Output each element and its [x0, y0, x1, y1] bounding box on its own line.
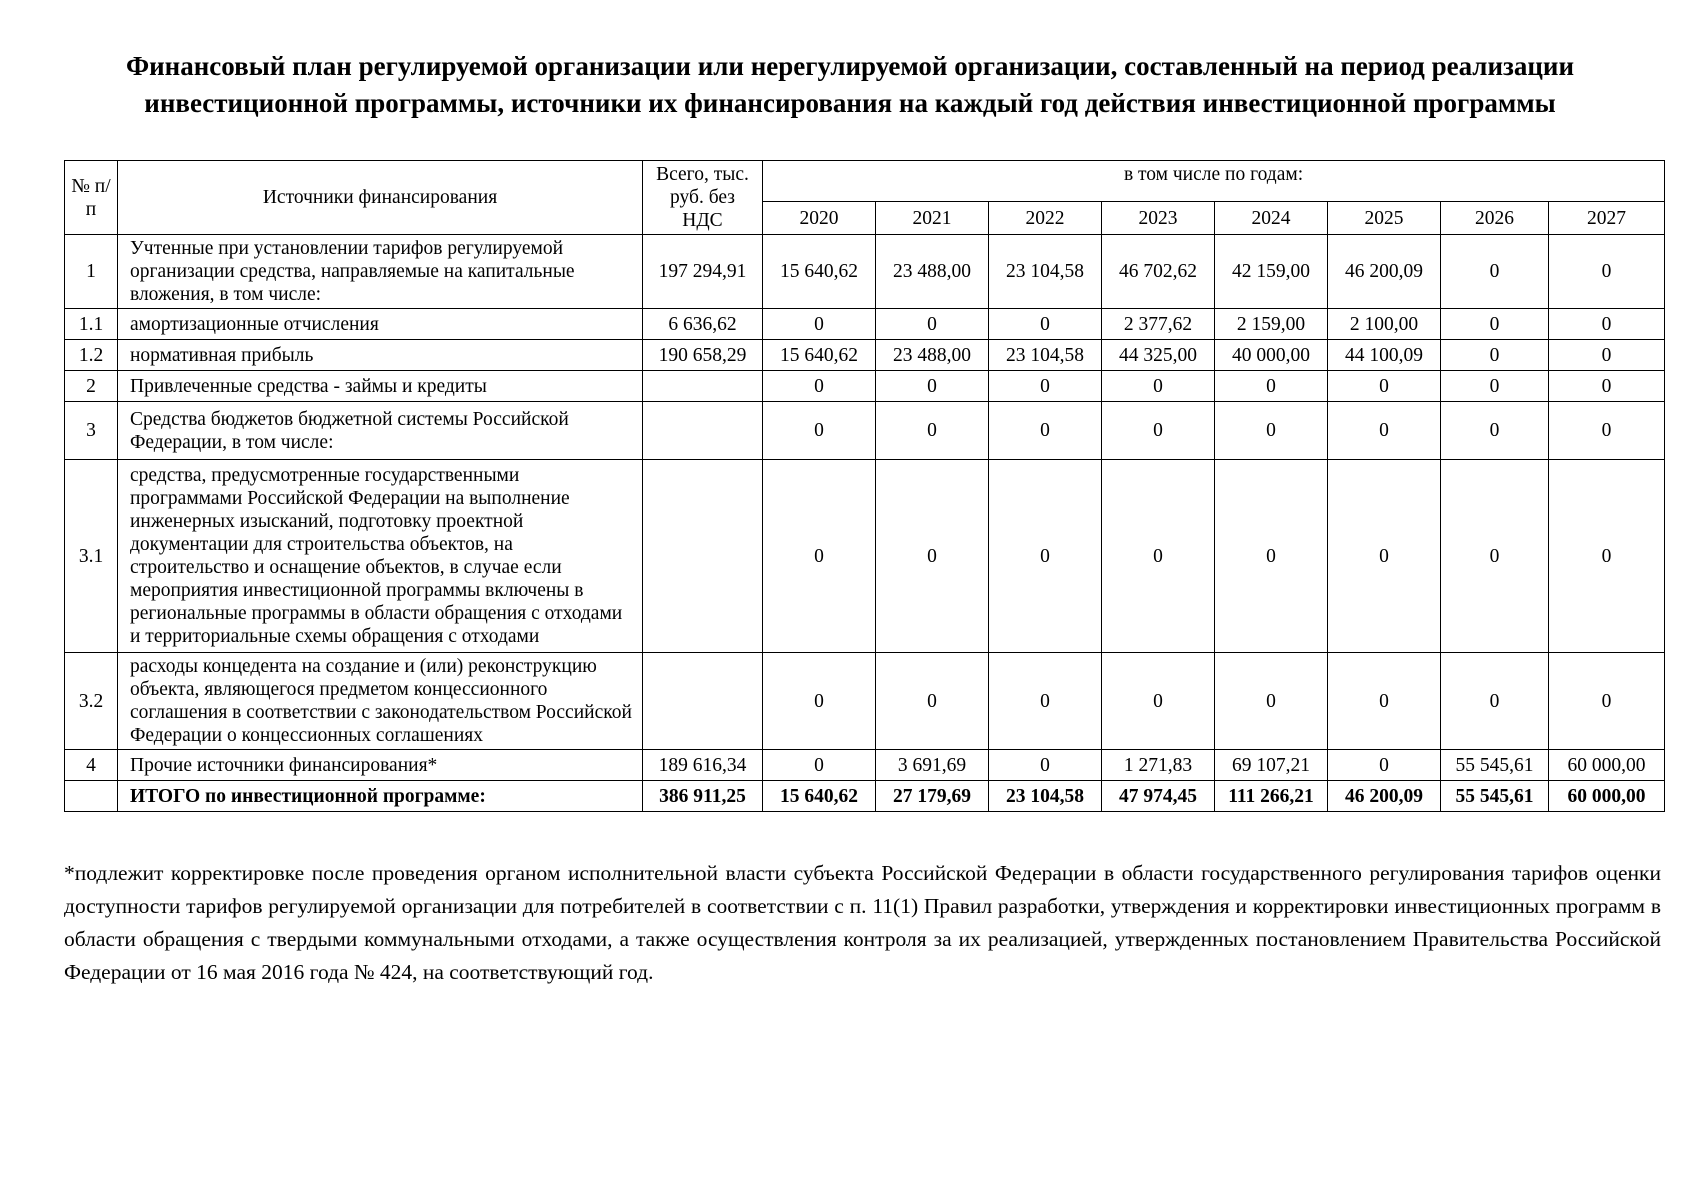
row-source: средства, предусмотренные государственными программами Российской Федерации на выполнение инженерных изысканий, подготовку проектной документации для строительства объектов, на строительство и оснащение объектов, в случае если мероприятия инвестиционной программы включены в региональные программы в области обращения с отходами и территориальные схемы обращения с отходами — [118, 460, 643, 653]
row-year-value: 0 — [1102, 653, 1215, 750]
row-year-value: 0 — [1441, 340, 1549, 371]
header-by-years: в том числе по годам: — [763, 161, 1665, 202]
row-total: 386 911,25 — [643, 781, 763, 812]
row-year-value: 42 159,00 — [1215, 235, 1328, 309]
row-year-value: 0 — [989, 460, 1102, 653]
row-number: 3.1 — [65, 460, 118, 653]
row-year-value: 0 — [1441, 371, 1549, 402]
row-year-value: 0 — [1549, 653, 1665, 750]
row-total: 190 658,29 — [643, 340, 763, 371]
row-number: 4 — [65, 750, 118, 781]
table-row — [65, 402, 1665, 460]
table-row — [65, 235, 1665, 309]
row-year-value: 55 545,61 — [1441, 781, 1549, 812]
row-year-value: 0 — [1549, 402, 1665, 460]
row-year-value: 0 — [1328, 460, 1441, 653]
row-year-value: 0 — [1549, 309, 1665, 340]
row-year-value: 0 — [876, 460, 989, 653]
row-number: 3.2 — [65, 653, 118, 750]
row-year-value: 0 — [763, 371, 876, 402]
row-year-value: 23 488,00 — [876, 340, 989, 371]
header-total: Всего, тыс. руб. без НДС — [643, 161, 763, 235]
row-year-value: 2 100,00 — [1328, 309, 1441, 340]
row-total: 6 636,62 — [643, 309, 763, 340]
document-title: Финансовый план регулируемой организации или нерегулируемой организации, составленный на период реализации инвестиционной программы, источники их финансирования на каждый год действия инвестиционной программы — [125, 51, 1575, 118]
row-year-value: 0 — [1328, 750, 1441, 781]
row-year-value: 15 640,62 — [763, 235, 876, 309]
row-number: 1.1 — [65, 309, 118, 340]
row-year-value: 0 — [989, 371, 1102, 402]
row-year-value: 55 545,61 — [1441, 750, 1549, 781]
row-year-value: 0 — [989, 750, 1102, 781]
row-year-value: 0 — [876, 371, 989, 402]
row-year-value: 2 377,62 — [1102, 309, 1215, 340]
row-source: Привлеченные средства - займы и кредиты — [118, 371, 643, 402]
row-year-value: 0 — [1441, 402, 1549, 460]
row-year-value: 2 159,00 — [1215, 309, 1328, 340]
row-year-value: 0 — [1441, 309, 1549, 340]
header-num: № п/п — [65, 161, 118, 235]
row-year-value: 0 — [876, 653, 989, 750]
row-number: 2 — [65, 371, 118, 402]
table-row — [65, 653, 1665, 750]
row-total — [643, 371, 763, 402]
row-year-value: 0 — [876, 309, 989, 340]
row-year-value: 47 974,45 — [1102, 781, 1215, 812]
row-year-value: 27 179,69 — [876, 781, 989, 812]
row-number: 1 — [65, 235, 118, 309]
row-total — [643, 653, 763, 750]
row-year-value: 0 — [763, 750, 876, 781]
row-year-value: 44 100,09 — [1328, 340, 1441, 371]
row-source: ИТОГО по инвестиционной программе: — [118, 781, 643, 812]
row-year-value: 0 — [1549, 235, 1665, 309]
row-year-value: 15 640,62 — [763, 781, 876, 812]
row-year-value: 0 — [989, 653, 1102, 750]
table-row — [65, 750, 1665, 781]
row-year-value: 0 — [1215, 371, 1328, 402]
row-total — [643, 460, 763, 653]
row-source: амортизационные отчисления — [118, 309, 643, 340]
header-year: 2024 — [1215, 202, 1328, 235]
header-year: 2022 — [989, 202, 1102, 235]
row-year-value: 0 — [1102, 460, 1215, 653]
row-year-value: 0 — [763, 460, 876, 653]
row-year-value: 0 — [763, 309, 876, 340]
row-year-value: 0 — [763, 653, 876, 750]
row-year-value: 0 — [989, 309, 1102, 340]
row-source: Средства бюджетов бюджетной системы Российской Федерации, в том числе: — [118, 402, 643, 460]
row-year-value: 0 — [876, 402, 989, 460]
row-year-value: 23 104,58 — [989, 340, 1102, 371]
header-year: 2021 — [876, 202, 989, 235]
row-number: 3 — [65, 402, 118, 460]
row-year-value: 0 — [763, 402, 876, 460]
table-row — [65, 371, 1665, 402]
row-year-value: 111 266,21 — [1215, 781, 1328, 812]
row-year-value: 0 — [1328, 653, 1441, 750]
row-year-value: 0 — [1215, 653, 1328, 750]
row-total: 189 616,34 — [643, 750, 763, 781]
row-year-value: 15 640,62 — [763, 340, 876, 371]
row-source: Прочие источники финансирования* — [118, 750, 643, 781]
row-year-value: 23 104,58 — [989, 235, 1102, 309]
table-row — [65, 309, 1665, 340]
row-year-value: 46 200,09 — [1328, 781, 1441, 812]
row-year-value: 23 104,58 — [989, 781, 1102, 812]
row-year-value: 0 — [1549, 371, 1665, 402]
row-year-value: 46 200,09 — [1328, 235, 1441, 309]
row-source: Учтенные при установлении тарифов регулируемой организации средства, направляемые на капитальные вложения, в том числе: — [118, 235, 643, 309]
row-year-value: 23 488,00 — [876, 235, 989, 309]
row-year-value: 0 — [1102, 402, 1215, 460]
row-year-value: 0 — [1102, 371, 1215, 402]
row-source: расходы концедента на создание и (или) реконструкцию объекта, являющегося предметом концессионного соглашения в соответствии с законодательством Российской Федерации о концессионных соглашениях — [118, 653, 643, 750]
row-year-value: 60 000,00 — [1549, 781, 1665, 812]
row-total — [643, 402, 763, 460]
row-year-value: 60 000,00 — [1549, 750, 1665, 781]
row-year-value: 0 — [1441, 653, 1549, 750]
header-year: 2020 — [763, 202, 876, 235]
row-year-value: 44 325,00 — [1102, 340, 1215, 371]
footnote: *подлежит корректировке после проведения органом исполнительной власти субъекта Российской Федерации в области государственного регулирования тарифов оценки доступности тарифов регулируемой организации для потребителей в соответствии с п. 11(1) Правил разработки, утверждения и корректировки инвестиционных программ в области обращения с твердыми коммунальными отходами, а также осуществления контроля за их реализацией, утвержденных постановлением Правительства Российской Федерации от 16 мая 2016 года № 424, на соответствующий год. — [64, 861, 1661, 984]
row-year-value: 0 — [1441, 460, 1549, 653]
table-row — [65, 781, 1665, 812]
row-year-value: 0 — [1215, 402, 1328, 460]
row-year-value: 0 — [1441, 235, 1549, 309]
table-row — [65, 460, 1665, 653]
row-year-value: 40 000,00 — [1215, 340, 1328, 371]
header-year: 2026 — [1441, 202, 1549, 235]
header-year: 2025 — [1328, 202, 1441, 235]
header-year: 2023 — [1102, 202, 1215, 235]
row-year-value: 0 — [1215, 460, 1328, 653]
row-year-value: 0 — [1549, 460, 1665, 653]
row-source: нормативная прибыль — [118, 340, 643, 371]
row-year-value: 46 702,62 — [1102, 235, 1215, 309]
row-number — [65, 781, 118, 812]
row-number: 1.2 — [65, 340, 118, 371]
row-year-value: 0 — [1549, 340, 1665, 371]
financial-plan-table — [64, 160, 1665, 812]
table-row — [65, 340, 1665, 371]
row-year-value: 0 — [1328, 371, 1441, 402]
header-year: 2027 — [1549, 202, 1665, 235]
row-total: 197 294,91 — [643, 235, 763, 309]
header-source: Источники финансирования — [118, 161, 643, 235]
row-year-value: 1 271,83 — [1102, 750, 1215, 781]
row-year-value: 0 — [1328, 402, 1441, 460]
row-year-value: 3 691,69 — [876, 750, 989, 781]
row-year-value: 0 — [989, 402, 1102, 460]
row-year-value: 69 107,21 — [1215, 750, 1328, 781]
